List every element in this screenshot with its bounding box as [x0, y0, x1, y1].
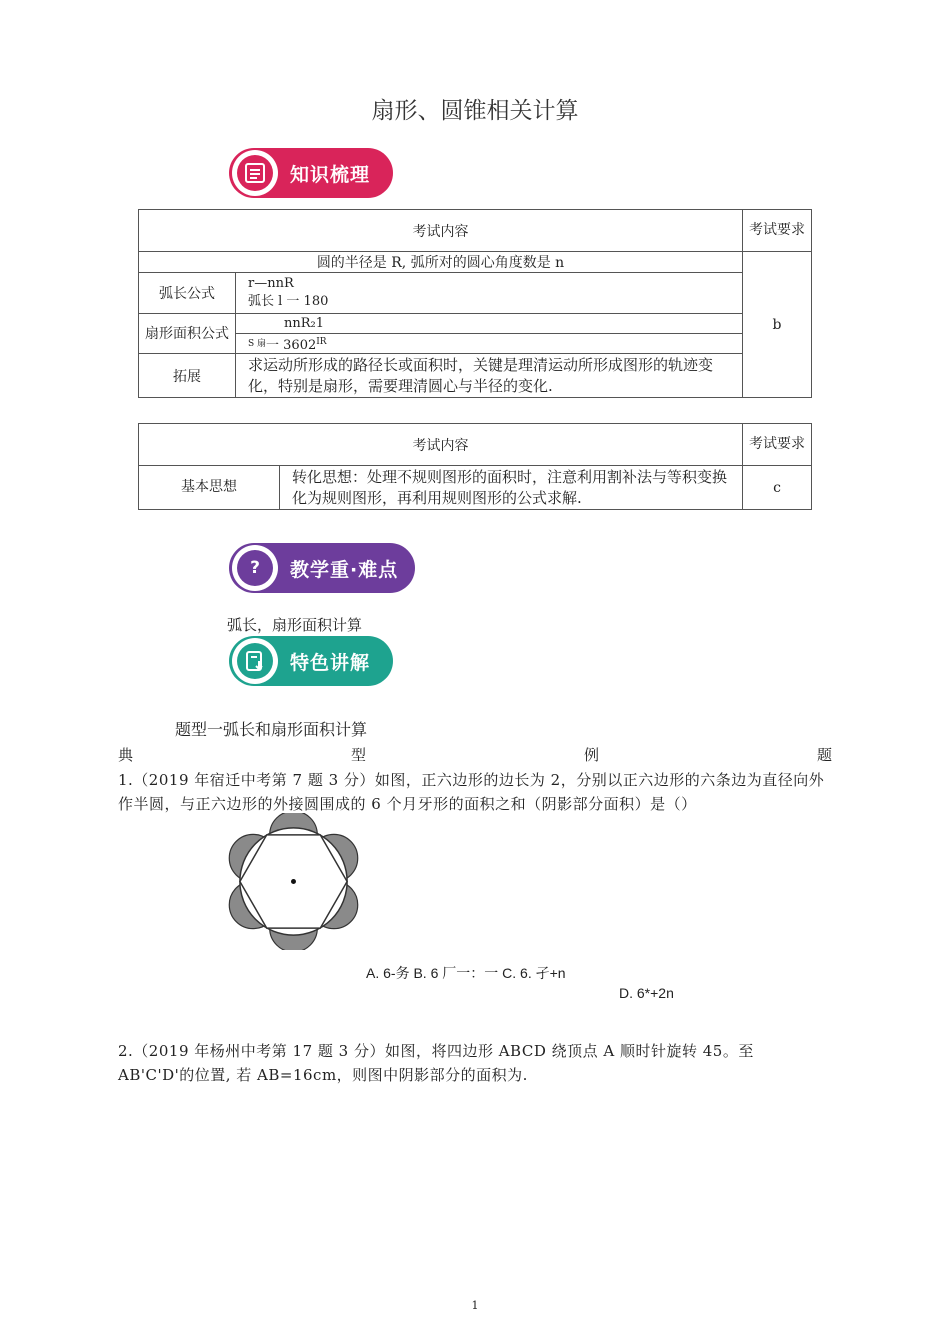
- keypoints-badge: [229, 543, 415, 593]
- knowledge-badge: [229, 148, 393, 198]
- table-header: 考试内容: [139, 424, 743, 466]
- section-title: 题型一弧长和扇形面积计算: [175, 720, 368, 739]
- table-intro: 圆的半径是 R, 弧所对的圆心角度数是 n: [139, 252, 743, 273]
- download-doc-icon: [237, 643, 273, 679]
- exam-content-table-1: [138, 209, 812, 398]
- row-label-extension: 拓展: [139, 354, 236, 398]
- table-header: 考试内容: [139, 210, 743, 252]
- keypoints-badge-label: 教学重·难点: [290, 558, 399, 581]
- requirement-header: 考试要求: [743, 210, 812, 252]
- row-label-basic-idea: 基本思想: [139, 466, 280, 510]
- sector-formula-line2: $^{S 扇}$一 $3602^{IR}$: [236, 334, 743, 354]
- arc-formula-line1: r—nnR: [248, 276, 294, 291]
- question-icon: ?: [237, 550, 273, 586]
- exam-content-table-2: [138, 423, 812, 510]
- page-title: 扇形、圆锥相关计算: [371, 98, 579, 124]
- question-1-options-line2: D. 6*+2n: [619, 985, 674, 1001]
- question-1-text: 1.（2019 年宿迁中考第 7 题 3 分）如图，正六边形的边长为 2，分别以正六边形的六条边为直径向外作半圆，与正六边形的外接圆围成的 6 个月牙形的面积之和（阴影部分面积）是（）: [118, 771, 825, 813]
- row-label-sector-area: 扇形面积公式: [139, 314, 236, 354]
- hexagon-crescent-figure: [226, 813, 361, 950]
- row-label-arc-length: 弧长公式: [139, 273, 236, 314]
- question-1-options-line1: A. 6-务 B. 6 厂一：一 C. 6. 孑+n: [366, 965, 566, 981]
- extension-text: 求运动所形成的路径长或面积时，关键是理清运动所形成图形的轨迹变化，特别是扇形，需要理清圆心与半径的变化.: [236, 354, 743, 398]
- features-badge-label: 特色讲解: [290, 651, 371, 674]
- requirement-value: c: [743, 466, 812, 510]
- knowledge-badge-label: 知识梳理: [290, 163, 371, 186]
- requirement-header: 考试要求: [743, 424, 812, 466]
- question-2-text: 2.（2019 年杨州中考第 17 题 3 分）如图，将四边形 ABCD 绕顶点 A 顺时针旋转 45。至 AB'C'D'的位置, 若 AB=16cm，则图中阴影部分的面积为.: [118, 1042, 754, 1084]
- basic-idea-text: 转化思想：处理不规则图形的面积时，注意利用割补法与等积变换化为规则图形，再利用规则图形的公式求解.: [280, 466, 743, 510]
- page-number: 1: [471, 1299, 479, 1312]
- features-badge: [229, 636, 393, 686]
- requirement-value: b: [743, 252, 812, 398]
- sector-formula-line1: nnR₂1: [236, 314, 743, 334]
- example-heading: 典 型 例 题: [118, 746, 832, 764]
- arc-formula-line2: 弧长 l 一 180: [248, 294, 329, 309]
- list-icon: [237, 155, 273, 191]
- keypoint-text: 弧长，扇形面积计算: [227, 616, 363, 634]
